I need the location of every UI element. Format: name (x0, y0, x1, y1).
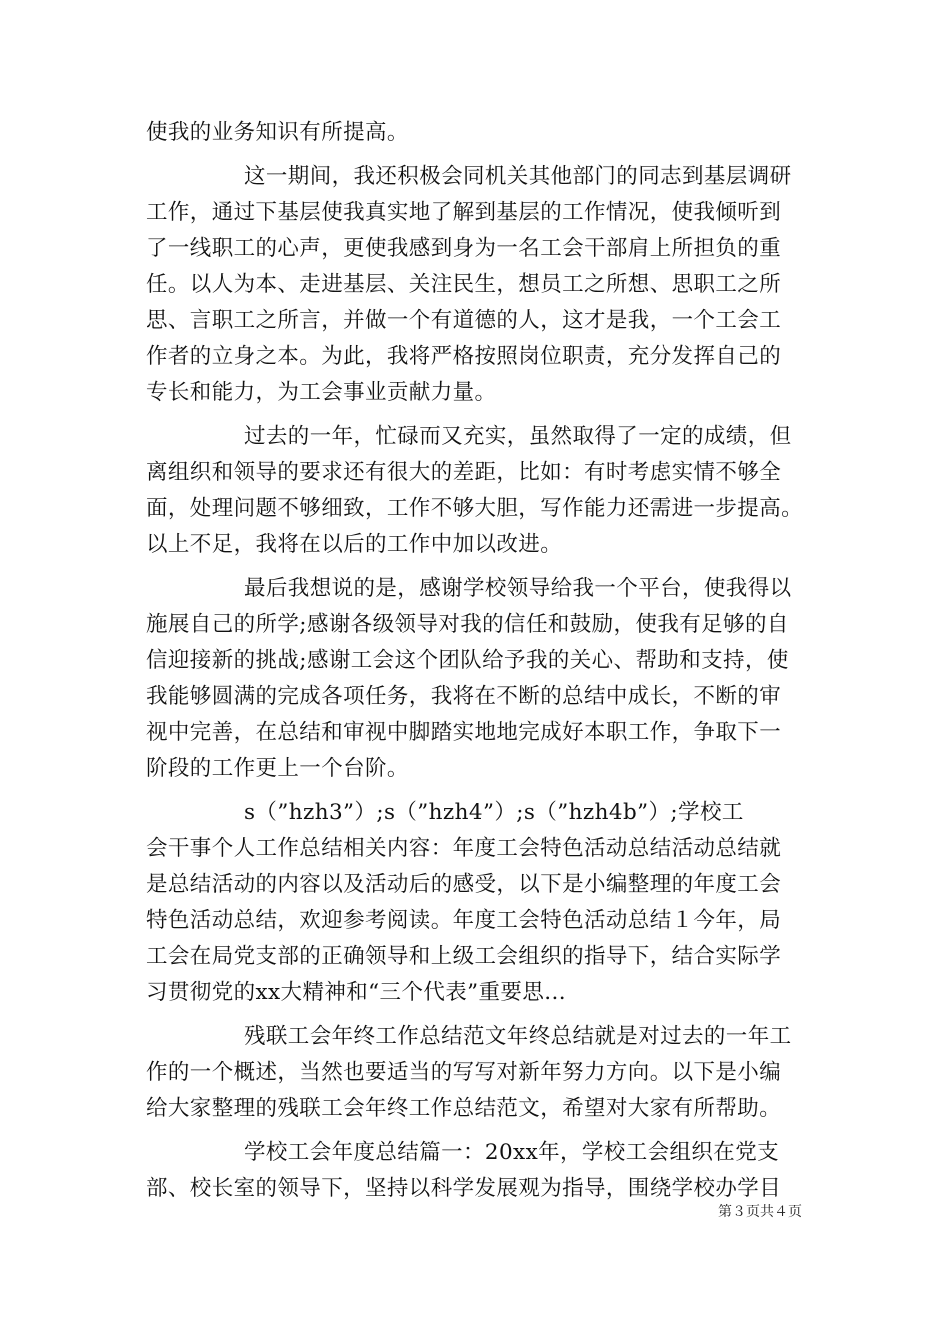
paragraph-first-line: 最后我想说的是，感谢学校领导给我一个平台，使我得以 (244, 576, 792, 601)
paragraph-first-line: 这一期间，我还积极会同机关其他部门的同志到基层调研 (244, 164, 792, 189)
text-line: 习贯彻党的xx大精神和“三个代表”重要思... (146, 980, 566, 1005)
paragraph-first-line: 残联工会年终工作总结范文年终总结就是对过去的一年工 (244, 1024, 792, 1049)
text-line: 视中完善，在总结和审视中脚踏实地地完成好本职工作，争取下一 (146, 720, 782, 745)
text-line: 面，处理问题不够细致，工作不够大胆，写作能力还需进一步提高。 (146, 496, 804, 521)
text-line: 特色活动总结，欢迎参考阅读。年度工会特色活动总结１今年，局 (146, 908, 782, 933)
paragraph-first-line: 过去的一年，忙碌而又充实，虽然取得了一定的成绩，但 (244, 424, 792, 449)
text-line: 了一线职工的心声，更使我感到身为一名工会干部肩上所担负的重 (146, 236, 782, 261)
page-number-footer: 第３页共４页 (718, 1204, 802, 1220)
text-line: 工会在局党支部的正确领导和上级工会组织的指导下，结合实际学 (146, 944, 782, 969)
text-line: 以上不足，我将在以后的工作中加以改进。 (146, 532, 563, 557)
text-line: 是总结活动的内容以及活动后的感受，以下是小编整理的年度工会 (146, 872, 782, 897)
text-line: 部、校长室的领导下，坚持以科学发展观为指导，围绕学校办学目 (146, 1176, 782, 1201)
text-line: 思、言职工之所言，并做一个有道德的人，这才是我，一个工会工 (146, 308, 782, 333)
text-line: 我能够圆满的完成各项任务，我将在不断的总结中成长，不断的审 (146, 684, 782, 709)
paragraph-first-line: s（”hzh3”）;s（”hzh4”）;s（”hzh4b”）;学校工 (244, 800, 744, 825)
text-line: 给大家整理的残联工会年终工作总结范文，希望对大家有所帮助。 (146, 1096, 782, 1121)
text-line: 专长和能力，为工会事业贡献力量。 (146, 380, 497, 405)
text-line: 会干事个人工作总结相关内容：年度工会特色活动总结活动总结就 (146, 836, 782, 861)
text-line: 施展自己的所学;感谢各级领导对我的信任和鼓励，使我有足够的自 (146, 612, 789, 637)
text-line: 使我的业务知识有所提高。 (146, 120, 409, 145)
text-line: 离组织和领导的要求还有很大的差距，比如：有时考虑实情不够全 (146, 460, 782, 485)
text-line: 信迎接新的挑战;感谢工会这个团队给予我的关心、帮助和支持，使 (146, 648, 789, 673)
text-line: 阶段的工作更上一个台阶。 (146, 756, 409, 781)
text-line: 作的一个概述，当然也要适当的写写对新年努力方向。以下是小编 (146, 1060, 782, 1085)
text-line: 作者的立身之本。为此，我将严格按照岗位职责，充分发挥自己的 (146, 344, 782, 369)
text-line: 工作，通过下基层使我真实地了解到基层的工作情况，使我倾听到 (146, 200, 782, 225)
paragraph-first-line: 学校工会年度总结篇一：20xx年，学校工会组织在党支 (244, 1140, 780, 1165)
text-line: 任。以人为本、走进基层、关注民生，想员工之所想、思职工之所 (146, 272, 782, 297)
